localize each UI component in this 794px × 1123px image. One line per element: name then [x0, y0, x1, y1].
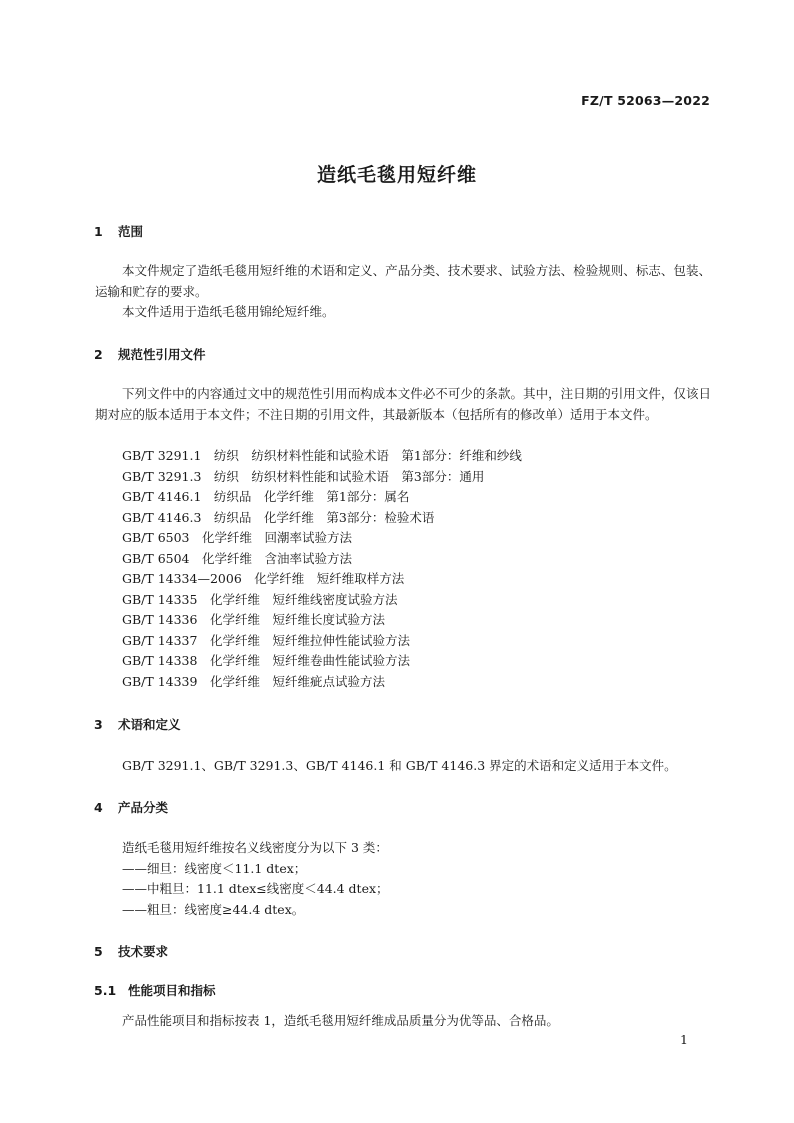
reference-item: GB/T 3291.3 纺织 纺织材料性能和试验术语 第3部分：通用 [122, 468, 485, 484]
section-title: 规范性引用文件 [118, 347, 206, 362]
classification-paragraph: 造纸毛毯用短纤维按名义线密度分为以下 3 类： [122, 840, 388, 855]
section-number: 3 [94, 717, 103, 732]
reference-item: GB/T 14336 化学纤维 短纤维长度试验方法 [122, 612, 385, 627]
section-heading-1 [94, 222, 143, 240]
section-number: 5.1 [94, 983, 117, 998]
reference-item: GB/T 3291.1 纺织 纺织材料性能和试验术语 第1部分：纤维和纱线 [122, 448, 522, 463]
terms-paragraph: GB/T 3291.1、GB/T 3291.3、GB/T 4146.1 和 GB/T 4146.3 界定的术语和定义适用于本文件。 [122, 758, 677, 773]
classification-item: ——中粗旦：11.1 dtex≤线密度＜44.4 dtex； [122, 881, 389, 896]
section-title: 产品分类 [118, 800, 169, 815]
document-title: 造纸毛毯用短纤维 [316, 164, 477, 186]
reference-item: GB/T 14335 化学纤维 短纤维线密度试验方法 [122, 591, 398, 607]
reference-item: GB/T 14334—2006 化学纤维 短纤维取样方法 [122, 571, 405, 586]
classification-item: ——细旦：线密度＜11.1 dtex； [122, 860, 307, 876]
section-heading-3 [94, 715, 181, 733]
document-code: FZ/T 52063—2022 [581, 93, 710, 108]
reference-item: GB/T 14338 化学纤维 短纤维卷曲性能试验方法 [122, 653, 410, 668]
scope-paragraph-1: 本文件规定了造纸毛毯用短纤维的术语和定义、产品分类、技术要求、试验方法、检验规则、标志、包装、运输和贮存的要求。 [95, 263, 711, 299]
section-title: 性能项目和指标 [128, 983, 216, 998]
reference-item: GB/T 6503 化学纤维 回潮率试验方法 [122, 530, 353, 545]
performance-paragraph: 产品性能项目和指标按表 1，造纸毛毯用短纤维成品质量分为优等品、合格品。 [122, 1013, 559, 1028]
reference-item: GB/T 4146.3 纺织品 化学纤维 第3部分：检验术语 [122, 509, 435, 525]
section-title: 术语和定义 [118, 717, 181, 732]
section-heading-4 [94, 798, 168, 816]
section-number: 2 [94, 347, 103, 362]
section-number: 1 [94, 224, 103, 239]
page-number: 1 [680, 1032, 688, 1047]
reference-item: GB/T 4146.1 纺织品 化学纤维 第1部分：属名 [122, 489, 410, 504]
reference-item: GB/T 14337 化学纤维 短纤维拉伸性能试验方法 [122, 632, 410, 648]
references-intro-paragraph: 下列文件中的内容通过文中的规范性引用而构成本文件必不可少的条款。其中，注日期的引用文件，仅该日期对应的版本适用于本文件；不注日期的引用文件，其最新版本（包括所有的修改单）适用于本文件。 [95, 386, 711, 422]
section-number: 5 [94, 944, 103, 959]
section-heading-2 [94, 345, 206, 363]
reference-item: GB/T 14339 化学纤维 短纤维疵点试验方法 [122, 673, 385, 689]
section-heading-5 [94, 942, 168, 960]
section-title: 技术要求 [118, 944, 169, 959]
section-title: 范围 [118, 224, 144, 239]
section-number: 4 [94, 800, 103, 815]
classification-item: ——粗旦：线密度≥44.4 dtex。 [122, 901, 305, 917]
reference-item: GB/T 6504 化学纤维 含油率试验方法 [122, 550, 353, 566]
subsection-heading-5-1 [94, 981, 216, 999]
scope-paragraph-2: 本文件适用于造纸毛毯用锦纶短纤维。 [122, 304, 335, 319]
